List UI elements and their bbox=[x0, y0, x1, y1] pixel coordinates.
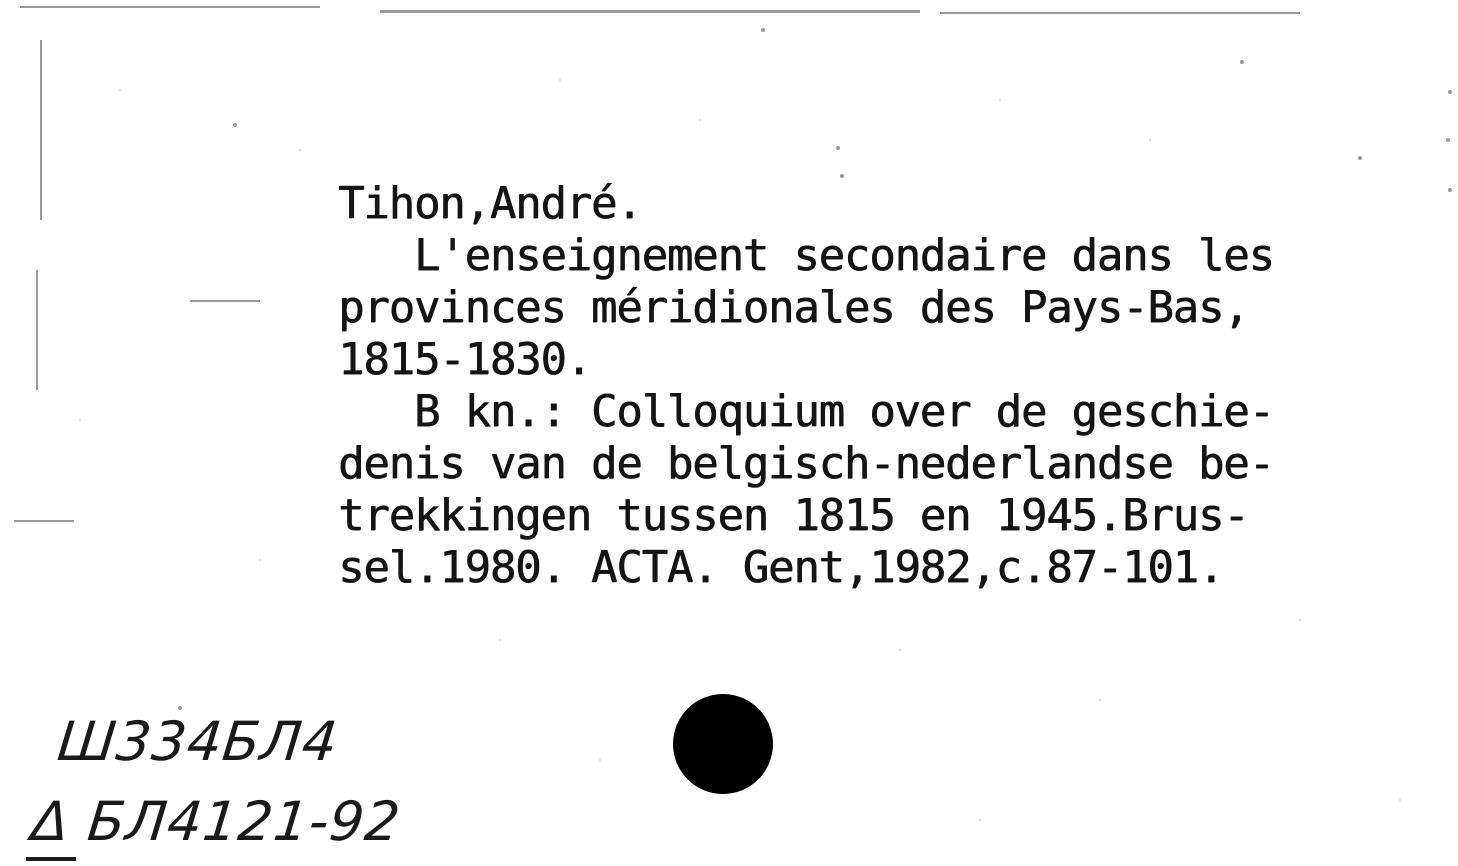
card-punch-hole bbox=[673, 694, 773, 794]
handwritten-accession-number: Δ БЛ4121-92 bbox=[28, 790, 404, 853]
author-heading: Tihon,André. bbox=[338, 178, 642, 229]
handwritten-shelf-mark: Ш334БЛ4 bbox=[54, 710, 342, 773]
source-line-1: B kn.: Colloquium over de geschie- bbox=[338, 386, 1274, 437]
handwritten-underline bbox=[26, 857, 76, 861]
source-line-4: sel.1980. ACTA. Gent,1982,c.87-101. bbox=[338, 542, 1224, 593]
title-line-3: 1815-1830. bbox=[338, 334, 591, 385]
source-line-3: trekkingen tussen 1815 en 1945.Brus- bbox=[338, 490, 1249, 541]
title-line-1: L'enseignement secondaire dans les bbox=[338, 230, 1274, 281]
source-line-2: denis van de belgisch-nederlandse be- bbox=[338, 438, 1274, 489]
title-line-2: provinces méridionales des Pays-Bas, bbox=[338, 282, 1249, 333]
